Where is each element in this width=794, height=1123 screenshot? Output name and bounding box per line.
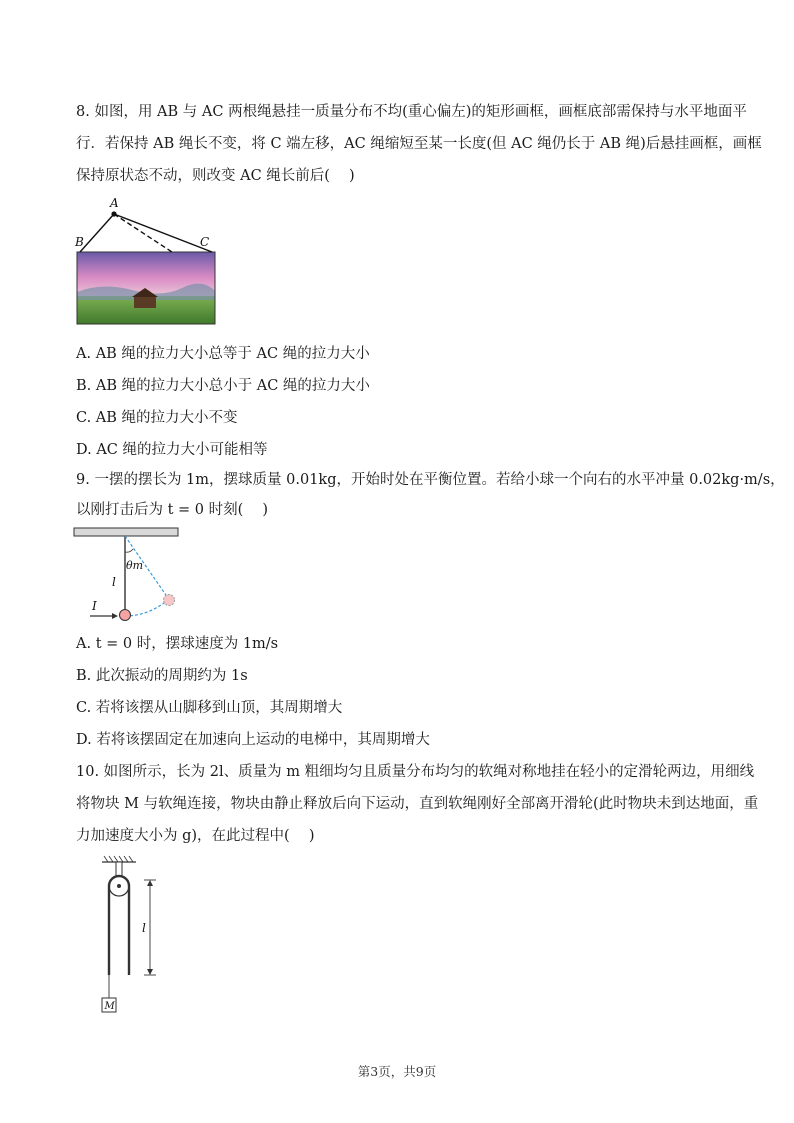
q10-line-2: 将物块 M 与软绳连接，物块由静止释放后向下运动，直到软绳刚好全部离开滑轮(此时物块未到达地面，重 <box>76 796 759 812</box>
pendulum-ball <box>120 610 131 621</box>
label-a: A <box>110 196 119 210</box>
q9-figure <box>70 524 190 630</box>
ceiling-hatch <box>102 856 136 862</box>
label-c: C <box>200 235 210 249</box>
label-theta: θm <box>126 559 144 572</box>
q9-option-d: D. 若将该摆固定在加速向上运动的电梯中，其周期增大 <box>76 732 430 748</box>
q8-option-c: C. AB 绳的拉力大小不变 <box>76 410 238 426</box>
q8-line-3: 保持原状态不动，则改变 AC 绳长前后( ) <box>76 168 355 184</box>
q9-line-1: 9. 一摆的摆长为 1m，摆球质量 0.01kg，开始时处在平衡位置。若给小球一个向右的水平冲量 0.02kg·m/s， <box>76 472 785 488</box>
q8-option-a: A. AB 绳的拉力大小总等于 AC 绳的拉力大小 <box>76 346 370 362</box>
q9-option-c: C. 若将该摆从山脚移到山顶，其周期增大 <box>76 700 343 716</box>
q8-option-b: B. AB 绳的拉力大小总小于 AC 绳的拉力大小 <box>76 378 370 394</box>
label-l: l <box>112 575 116 589</box>
q9-option-b: B. 此次振动的周期约为 1s <box>76 668 248 684</box>
label-impulse: I <box>92 599 97 613</box>
label-m: M <box>104 1001 115 1012</box>
q10-line-3: 力加速度大小为 g)，在此过程中( ) <box>76 828 315 844</box>
label-l: l <box>142 921 146 935</box>
q8-line-2: 行．若保持 AB 绳长不变，将 C 端左移，AC 绳缩短至某一长度(但 AC 绳仍长于 AB 绳)后悬挂画框，画框 <box>76 136 762 152</box>
q9-option-a: A. t = 0 时，摆球速度为 1m/s <box>76 636 279 652</box>
q8-line-1: 8. 如图，用 AB 与 AC 两根绳悬挂一质量分布不均(重心偏左)的矩形画框，画框底部需保持与水平地面平 <box>76 104 747 120</box>
q8-figure <box>72 196 222 328</box>
label-b: B <box>75 235 84 249</box>
q10-figure <box>96 852 176 1018</box>
ropes <box>80 211 212 252</box>
ceiling-bar <box>74 528 178 536</box>
q8-option-d: D. AC 绳的拉力大小可能相等 <box>76 442 268 458</box>
q10-line-1: 10. 如图所示，长为 2l、质量为 m 粗细均匀且质量分布均匀的软绳对称地挂在轻小的定滑轮两边，用细线 <box>76 764 755 780</box>
q9-line-2: 以刚打击后为 t = 0 时刻( ) <box>76 502 269 518</box>
page-footer: 第3页，共9页 <box>357 1064 437 1079</box>
picture-frame <box>77 252 215 324</box>
